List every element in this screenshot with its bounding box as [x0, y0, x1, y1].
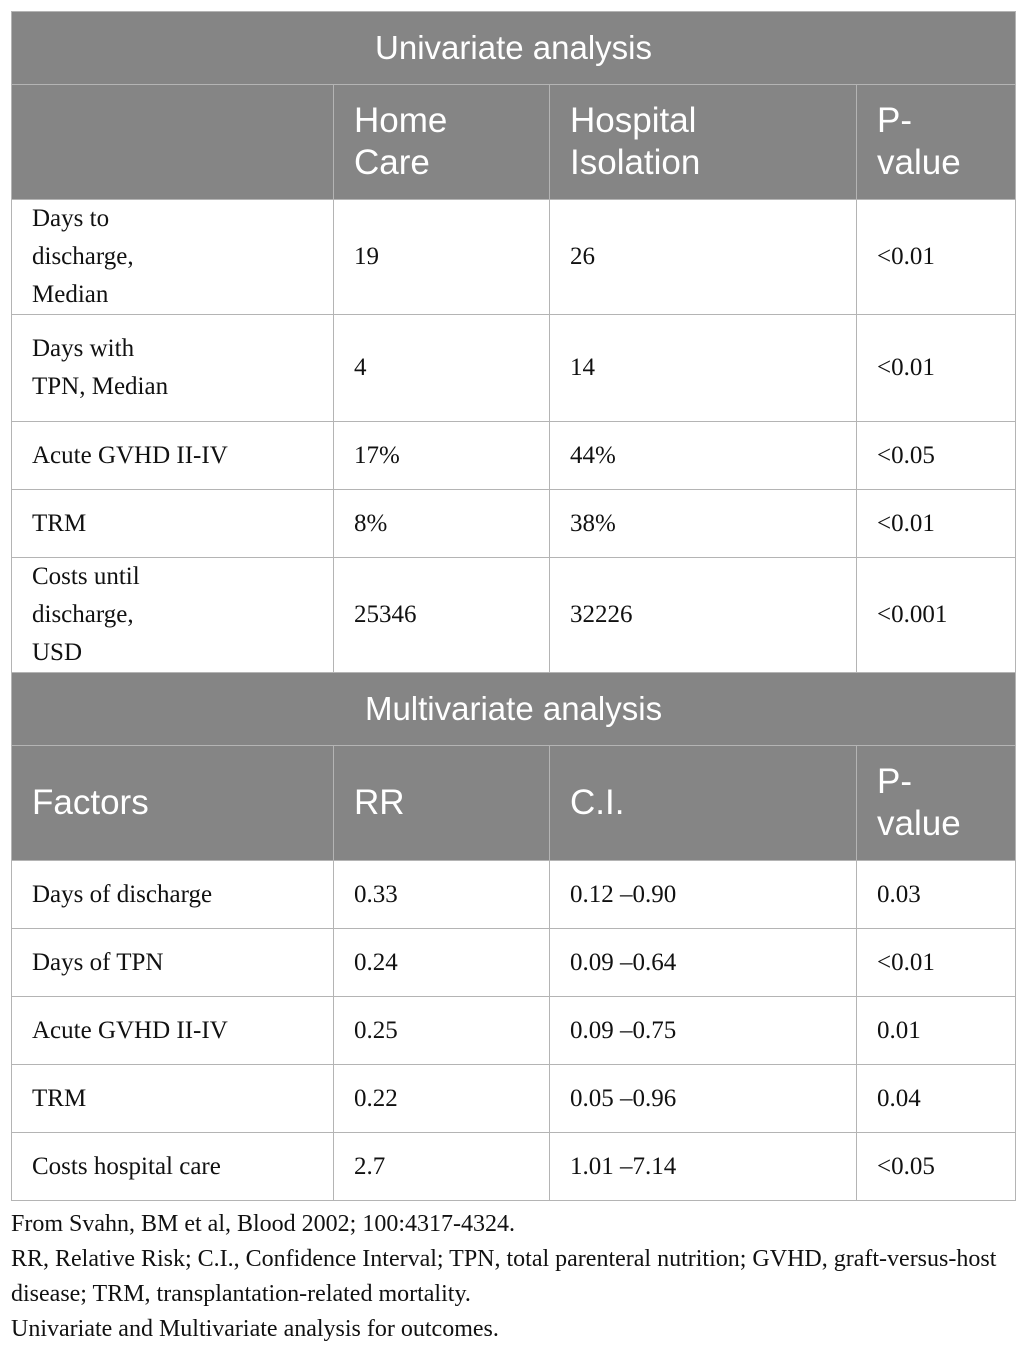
header-factors: Factors [12, 746, 334, 861]
header-ci: C.I. [550, 746, 857, 861]
table-row [12, 422, 1016, 490]
p-value: 0.04 [857, 1065, 1016, 1133]
ci-value: 0.09 –0.64 [550, 929, 857, 997]
factor-label: Acute GVHD II-IV [12, 997, 334, 1065]
home-care-value: 8% [334, 490, 550, 558]
row-label: Days to discharge, Median [12, 200, 334, 315]
p-value: <0.01 [857, 490, 1016, 558]
rr-value: 2.7 [334, 1133, 550, 1201]
table-row [12, 1133, 1016, 1201]
table-row [12, 200, 1016, 315]
p-value: 0.03 [857, 861, 1016, 929]
p-value: <0.01 [857, 200, 1016, 315]
factor-label: Costs hospital care [12, 1133, 334, 1201]
source-footnote: From Svahn, BM et al, Blood 2002; 100:4317-4324. [11, 1211, 515, 1237]
factor-label: Days of TPN [12, 929, 334, 997]
header-p-value: P- value [857, 746, 1016, 861]
row-label: TRM [12, 490, 334, 558]
row-label: Costs until discharge, USD [12, 558, 334, 673]
hospital-isolation-value: 14 [550, 315, 857, 422]
table-row [12, 929, 1016, 997]
ci-value: 0.05 –0.96 [550, 1065, 857, 1133]
table-row [12, 997, 1016, 1065]
rr-value: 0.33 [334, 861, 550, 929]
home-care-value: 25346 [334, 558, 550, 673]
p-value: 0.01 [857, 997, 1016, 1065]
factor-label: Days of discharge [12, 861, 334, 929]
abbreviations-footnote: RR, Relative Risk; C.I., Confidence Interval; TPN, total parenteral nutrition; GVHD, graft-versus-host disease; TRM, transplantation-related mortality. [11, 1246, 997, 1307]
p-value: <0.05 [857, 1133, 1016, 1201]
univariate-title: Univariate analysis [12, 12, 1016, 85]
univariate-header-blank [12, 85, 334, 200]
table-row [12, 315, 1016, 422]
home-care-value: 19 [334, 200, 550, 315]
hospital-isolation-value: 32226 [550, 558, 857, 673]
multivariate-section-header [12, 673, 1016, 746]
ci-value: 0.12 –0.90 [550, 861, 857, 929]
hospital-isolation-value: 26 [550, 200, 857, 315]
p-value: <0.01 [857, 929, 1016, 997]
rr-value: 0.24 [334, 929, 550, 997]
rr-value: 0.25 [334, 997, 550, 1065]
home-care-value: 4 [334, 315, 550, 422]
p-value: <0.01 [857, 315, 1016, 422]
multivariate-column-headers [12, 746, 1016, 861]
row-label: Acute GVHD II-IV [12, 422, 334, 490]
home-care-value: 17% [334, 422, 550, 490]
table-row [12, 1065, 1016, 1133]
table-row [12, 490, 1016, 558]
outcomes-table [11, 11, 1016, 1201]
table-row [12, 558, 1016, 673]
header-home-care: Home Care [334, 85, 550, 200]
univariate-section-header [12, 12, 1016, 85]
p-value: <0.001 [857, 558, 1016, 673]
header-hospital-isolation: Hospital Isolation [550, 85, 857, 200]
table-footnotes [11, 1207, 1017, 1347]
hospital-isolation-value: 38% [550, 490, 857, 558]
row-label: Days with TPN, Median [12, 315, 334, 422]
hospital-isolation-value: 44% [550, 422, 857, 490]
ci-value: 0.09 –0.75 [550, 997, 857, 1065]
table-caption: Univariate and Multivariate analysis for outcomes. [11, 1316, 499, 1342]
table-row [12, 861, 1016, 929]
header-p-value: P- value [857, 85, 1016, 200]
factor-label: TRM [12, 1065, 334, 1133]
p-value: <0.05 [857, 422, 1016, 490]
rr-value: 0.22 [334, 1065, 550, 1133]
header-rr: RR [334, 746, 550, 861]
ci-value: 1.01 –7.14 [550, 1133, 857, 1201]
univariate-column-headers [12, 85, 1016, 200]
multivariate-title: Multivariate analysis [12, 673, 1016, 746]
